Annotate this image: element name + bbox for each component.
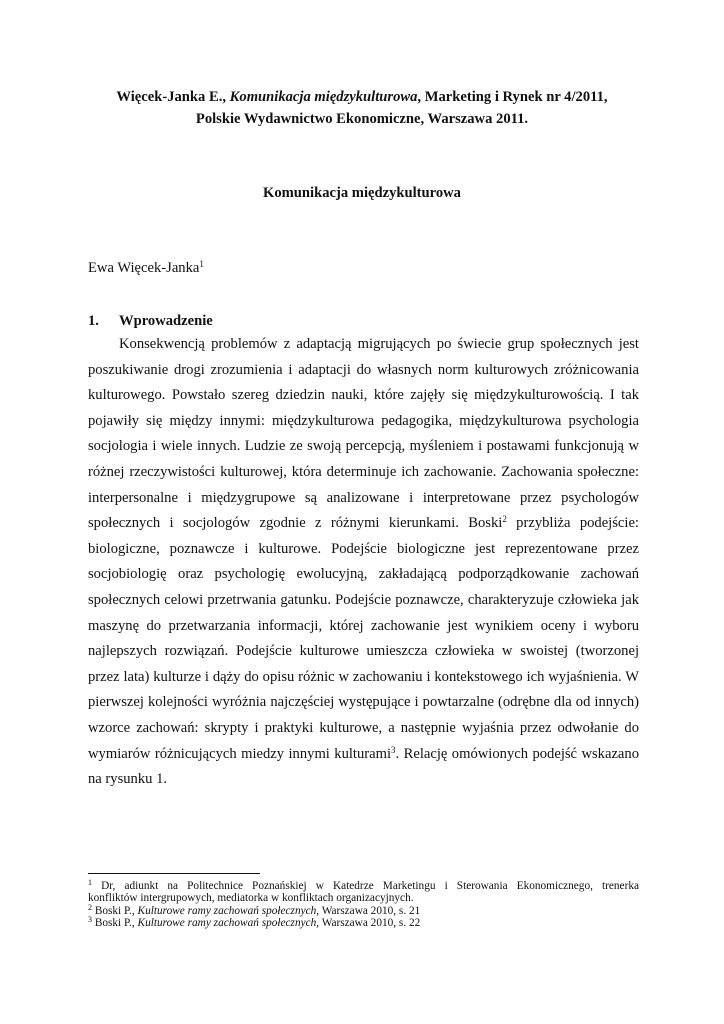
body-line-text: przybliża podejście: (506, 515, 639, 532)
body-line: socjologia i wiele innych. Ludzie ze swoją percepcją, myśleniem i postawami funkcjonują w (88, 438, 639, 455)
citation-author: Więcek-Janka E., (116, 89, 230, 105)
footnote-number: 2 (88, 902, 92, 912)
body-line: kulturowego. Powstało szereg dziedzin nauki, które zajęły się międzykulturowością. I tak (88, 387, 639, 404)
footnote-text: Dr, adiunkt na Politechnice Poznańskiej w Katedrze Marketingu i Sterowania Ekonomicznego, trenerka (92, 880, 639, 892)
body-line: interpersonalne i międzygrupowe są analizowane i interpretowane przez psychologów (88, 489, 639, 506)
body-paragraph (88, 332, 639, 793)
section-number: 1. (88, 313, 99, 329)
citation-line-2: Polskie Wydawnictwo Ekonomiczne, Warszawa 2011. (195, 111, 529, 127)
body-line: różnej rzeczywistości kulturowej, która determinuje ich zachowanie. Zachowania społeczne: (88, 463, 639, 480)
body-line: socjobiologię oraz psychologię ewolucyjną, zakładającą podporządkowanie zachowań (88, 566, 639, 583)
footnote-ref-3[interactable]: 3 (391, 744, 396, 755)
footnote-book-title: Kulturowe ramy zachowań społecznych, (137, 904, 320, 917)
citation-article-title: Komunikacja międzykulturowa (229, 89, 418, 105)
footnote-ref-2[interactable]: 2 (502, 514, 507, 525)
body-line: na rysunku 1. (88, 771, 168, 788)
footnote-text: Boski P., (92, 917, 138, 930)
footnote-text: Warszawa 2010, s. 21 (319, 904, 421, 917)
citation-header (88, 86, 636, 130)
footnote-3 (88, 917, 639, 929)
body-line-text: wymiarów różnicujących miedzy innymi kulturami (88, 745, 392, 762)
body-line: pojawiły się między innymi: międzykulturowa pedagogika, międzykulturowa psychologia (88, 412, 639, 429)
footnote-number: 1 (88, 878, 92, 887)
paper-title: Komunikacja międzykulturowa (263, 185, 461, 201)
body-line: maszynę do przetwarzania informacji, której zachowanie jest wynikiem oceny i wyboru (88, 617, 639, 634)
citation-line-1 (88, 86, 636, 108)
body-line (88, 511, 639, 537)
body-line: najlepszych rozwiązań. Podejście kulturowe umieszcza człowieka w swoistej (tworzonej (88, 643, 639, 660)
body-line: poszukiwanie drogi zrozumienia i adaptacji do własnych norm kulturowych zróżnicowania (88, 361, 639, 378)
citation-journal: , Marketing i Rynek nr 4/2011, (417, 89, 608, 105)
section-title: Wprowadzenie (119, 313, 213, 329)
body-line-text: . Relację omówionych podejść wskazano (395, 745, 639, 762)
footnote-text: Boski P., (92, 904, 138, 917)
footnote-number: 3 (88, 915, 92, 925)
footnote-book-title: Kulturowe ramy zachowań społecznych (137, 917, 317, 930)
footnotes (88, 880, 639, 930)
footnote-line (88, 880, 639, 892)
footnote-text: , Warszawa 2010, s. 22 (316, 917, 421, 930)
section-heading (88, 311, 636, 331)
body-line-text: społecznych i socjologów zgodnie z różnymi kierunkami. Boski (88, 515, 503, 532)
footnote-1 (88, 880, 639, 905)
footnote-line: konfliktów intergrupowych, mediatorka w konfliktach organizacyjnych. (88, 892, 414, 905)
body-line: społecznych celowi przetrwania gatunku. Podejście poznawcze, charakteryzuje człowieka jak (88, 591, 639, 608)
footnote-separator (88, 873, 260, 874)
footnote-2 (88, 902, 639, 917)
body-line: przez lata) kulturze i dąży do opisu różnic w zachowaniu i kontekstowego ich wyjaśnienia. W (88, 668, 639, 685)
author-name: Ewa Więcek-Janka (88, 260, 200, 276)
author (88, 258, 204, 278)
body-line (88, 742, 639, 768)
body-line: biologiczne, poznawcze i kulturowe. Podejście biologiczne jest reprezentowane przez (88, 540, 639, 557)
body-line: Konsekwencją problemów z adaptacją migrujących po świecie grup społecznych jest (119, 336, 639, 352)
body-line: wzorce zachowań: skrypty i praktyki kulturowe, a następnie wyjaśnia przez odwołanie do (88, 719, 639, 736)
body-line: pierwszej kolejności wyróżnia najczęściej występujące i powtarzalne (odrębne dla od innych) (88, 694, 639, 711)
author-footnote-ref[interactable]: 1 (199, 259, 204, 269)
